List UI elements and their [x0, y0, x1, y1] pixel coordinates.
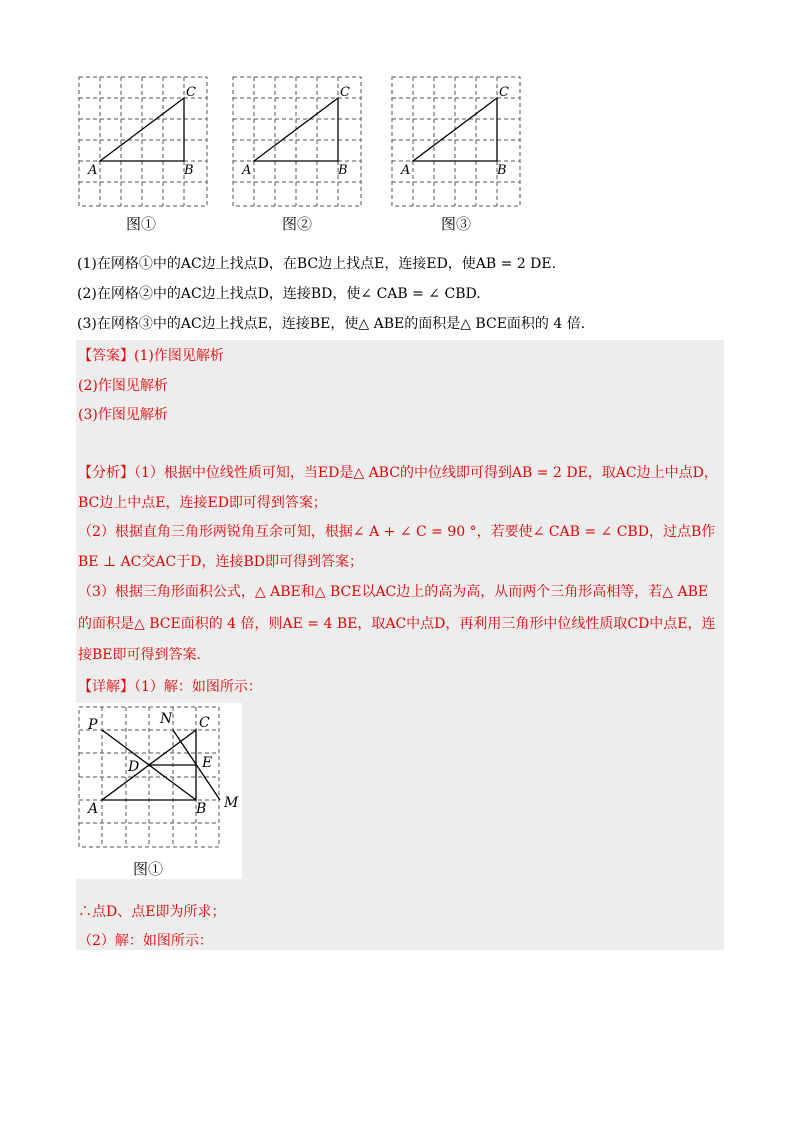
- label-b: B: [497, 163, 507, 178]
- label-p: P: [88, 717, 98, 733]
- solution-figure-caption: 图①: [133, 860, 164, 878]
- answer-text-1: (1)作图见解析: [134, 348, 224, 364]
- figure-2-caption: 图②: [282, 215, 313, 233]
- grid-figure-1: [78, 76, 208, 208]
- label-d: D: [128, 759, 140, 775]
- label-c: C: [186, 85, 196, 100]
- answer-tag: 【答案】: [78, 348, 134, 364]
- detail-intro: （1）解：如图所示：: [134, 679, 262, 695]
- answer-line-1: [78, 346, 224, 366]
- figure-1-caption: 图①: [126, 215, 157, 233]
- label-n: N: [160, 711, 173, 727]
- label-a: A: [88, 163, 98, 178]
- label-m: M: [224, 795, 239, 811]
- analysis-line-4: BE ⊥ AC交AC于D，连接BD即可得到答案；: [78, 554, 363, 570]
- analysis-line-7: 接BE即可得到答案.: [78, 647, 201, 663]
- analysis-tag: 【分析】: [78, 465, 134, 481]
- label-a: A: [401, 163, 411, 178]
- label-b: B: [338, 163, 348, 178]
- grid-figure-3: [391, 76, 521, 208]
- analysis-text-1: （1）根据中位线性质可知，当ED是△ ABC的中位线即可得到AB = 2 DE，取AC边上中点D，: [134, 465, 718, 481]
- label-c: C: [499, 85, 509, 100]
- answer-line-3: (3)作图见解析: [78, 407, 168, 423]
- label-a: A: [242, 163, 252, 178]
- label-c: C: [199, 715, 210, 731]
- detail-conclusion: ∴点D、点E即为所求；: [78, 904, 226, 920]
- analysis-line-6: 的面积是△ BCE面积的 4 倍，则AE = 4 BE，取AC中点D，再利用三角形中位线性质取CD中点E，连: [78, 616, 716, 632]
- analysis-line-3: （2）根据直角三角形两锐角互余可知，根据∠ A + ∠ C = 90 °，若要使∠ CAB = ∠ CBD，过点B作: [78, 524, 716, 540]
- detail-tag: 【详解】: [78, 679, 134, 695]
- question-2: (2)在网格②中的AC边上找点D，连接BD，使∠ CAB = ∠ CBD.: [77, 286, 481, 302]
- grid-figure-2: [232, 76, 362, 208]
- analysis-line-5: （3）根据三角形面积公式，△ ABE和△ BCE以AC边上的高为高，从而两个三角形高相等，若△ ABE: [78, 584, 709, 600]
- detail-line-1: [78, 677, 262, 697]
- analysis-line-1: [78, 463, 718, 483]
- answer-line-2: (2)作图见解析: [78, 378, 168, 394]
- question-3: (3)在网格③中的AC边上找点E，连接BE，使△ ABE的面积是△ BCE面积的 4 倍.: [77, 316, 586, 332]
- label-b: B: [196, 801, 207, 817]
- question-1: (1)在网格①中的AC边上找点D，在BC边上找点E，连接ED，使AB = 2 DE.: [77, 256, 557, 272]
- label-a: A: [88, 801, 99, 817]
- analysis-line-2: BC边上中点E，连接ED即可得到答案；: [78, 495, 327, 511]
- label-e: E: [202, 755, 213, 771]
- detail-part-2: （2）解：如图所示：: [78, 933, 213, 949]
- label-b: B: [184, 163, 194, 178]
- figure-3-caption: 图③: [441, 215, 472, 233]
- label-c: C: [340, 85, 350, 100]
- solution-figure: [78, 705, 244, 855]
